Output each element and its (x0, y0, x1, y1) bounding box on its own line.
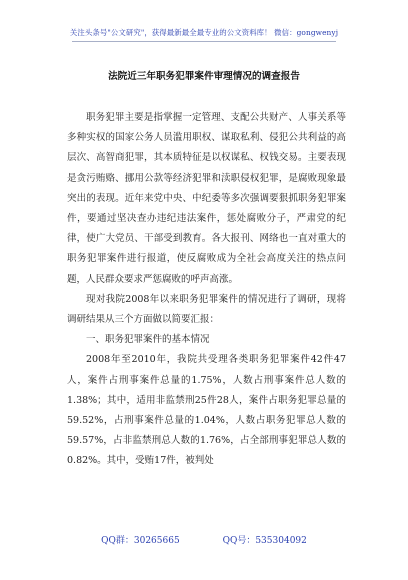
header-banner: 关注头条号"公文研究"，获得最新最全最专业的公文资料库！ 微信：gongwenyj (69, 28, 339, 37)
paragraph-statistics: 2008年至2010年，我院共受理各类职务犯罪案件42件47人，案件占刑事案件总量的1.75%，人数占刑事案件总人数的1.38%；其中，适用非监禁刑25件28人，案件占职务犯罪总量的59.52%，占刑事案件总量的1.04%，人数占职务犯罪总人数的59.57%，占非监禁刑总人数的1.76%，占全部刑事犯罪总人数的0.82%。其中，受贿17件，被判处 (67, 354, 346, 467)
paragraph-survey: 现对我院2008年以来职务犯罪案件的情况进行了调研，现将调研结果从三个方面做以简要汇报： (67, 293, 346, 326)
document-body (67, 108, 346, 472)
document-title: 法院近三年职务犯罪案件审理情况的调查报告 (108, 71, 300, 82)
paragraph-intro: 职务犯罪主要是指掌握一定管理、支配公共财产、人事关系等多种实权的国家公务人员滥用职权、谋取私利、侵犯公共利益的高层次、高智商犯罪，其本质特征是以权谋私、权钱交易。主要表现是贪污贿赂、挪用公款等经济犯罪和渎职侵权犯罪，是腐败现象最突出的表现。近年来党中央、中纪委等多次强调要狠抓职务犯罪案件，要通过坚决查办违纪违法案件，惩处腐败分子，严肃党的纪律，使广大党员、干部受到教育。各大报刊、网络也一直对重大的职务犯罪案件进行报道，使反腐败成为全社会高度关注的热点问题，人民群众要求严惩腐败的呼声高涨。 (67, 112, 346, 285)
footer-contacts (0, 533, 408, 546)
header-divider (72, 41, 336, 42)
section-heading: 一、职务犯罪案件的基本情况 (86, 334, 210, 346)
footer-qq-number: QQ号：535304092 (222, 536, 307, 546)
footer-qq-group: QQ群：30265665 (101, 536, 180, 546)
